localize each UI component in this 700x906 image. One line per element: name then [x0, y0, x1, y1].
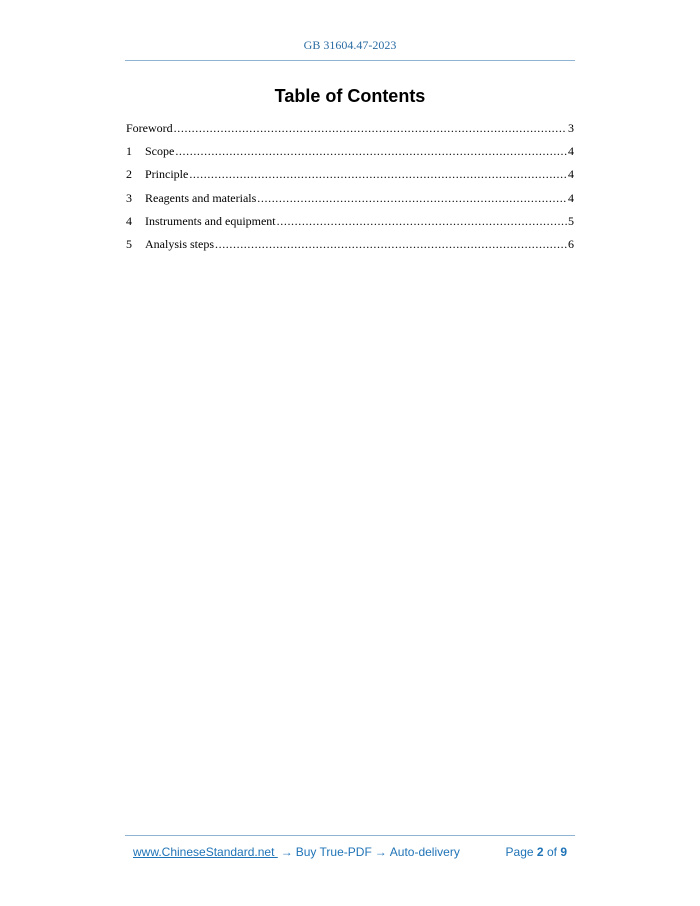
- toc-dot-leader: [189, 167, 567, 182]
- toc-entry-page: 4: [568, 167, 574, 182]
- page-indicator: [506, 845, 567, 859]
- toc-entry-number: 2: [126, 167, 132, 182]
- page-prefix: Page: [505, 845, 534, 859]
- toc-entry-page: 5: [568, 213, 574, 228]
- toc-dot-leader: [174, 121, 567, 136]
- header-divider: [125, 60, 575, 61]
- toc-entry-label: Analysis steps: [145, 236, 214, 251]
- toc-entry-number: 5: [126, 236, 132, 251]
- toc-dot-leader: [277, 214, 567, 229]
- toc-dot-leader: [257, 191, 567, 206]
- toc-entry-scope[interactable]: [126, 144, 574, 167]
- toc-entry-number: 3: [126, 190, 132, 205]
- toc-list: [126, 121, 574, 260]
- auto-delivery-text: Auto-delivery: [389, 845, 460, 859]
- toc-dot-leader: [215, 237, 567, 252]
- toc-dot-leader: [175, 144, 567, 159]
- website-link[interactable]: www.ChineseStandard.net: [133, 845, 278, 859]
- toc-entry-label: Foreword: [126, 121, 173, 135]
- toc-entry-page: 3: [568, 121, 574, 135]
- page-footer: [133, 845, 573, 859]
- toc-entry-label: Instruments and equipment: [145, 213, 276, 228]
- arrow-right-icon: →: [374, 845, 387, 859]
- toc-entry-label: Reagents and materials: [145, 190, 257, 205]
- toc-entry-label: Scope: [145, 144, 175, 159]
- toc-entry-analysis[interactable]: [126, 237, 574, 260]
- toc-entry-page: 6: [568, 236, 574, 251]
- toc-entry-number: 4: [126, 213, 132, 228]
- toc-entry-instruments[interactable]: [126, 214, 574, 237]
- toc-entry-principle[interactable]: [126, 167, 574, 190]
- arrow-right-icon: →: [280, 845, 293, 859]
- toc-heading: Table of Contents: [274, 86, 426, 106]
- footer-divider: [125, 835, 575, 836]
- page-of: of: [546, 845, 557, 859]
- toc-entry-page: 4: [568, 144, 574, 159]
- page-total: 9: [560, 845, 567, 859]
- toc-entry-label: Principle: [145, 167, 189, 182]
- buy-true-pdf-link[interactable]: Buy True-PDF: [295, 845, 372, 859]
- document-id: GB 31604.47-2023: [303, 38, 397, 52]
- toc-entry-page: 4: [568, 190, 574, 205]
- page-current: 2: [536, 845, 544, 859]
- toc-entry-reagents[interactable]: [126, 191, 574, 214]
- toc-entry-number: 1: [126, 144, 132, 159]
- toc-entry-foreword[interactable]: [126, 121, 574, 144]
